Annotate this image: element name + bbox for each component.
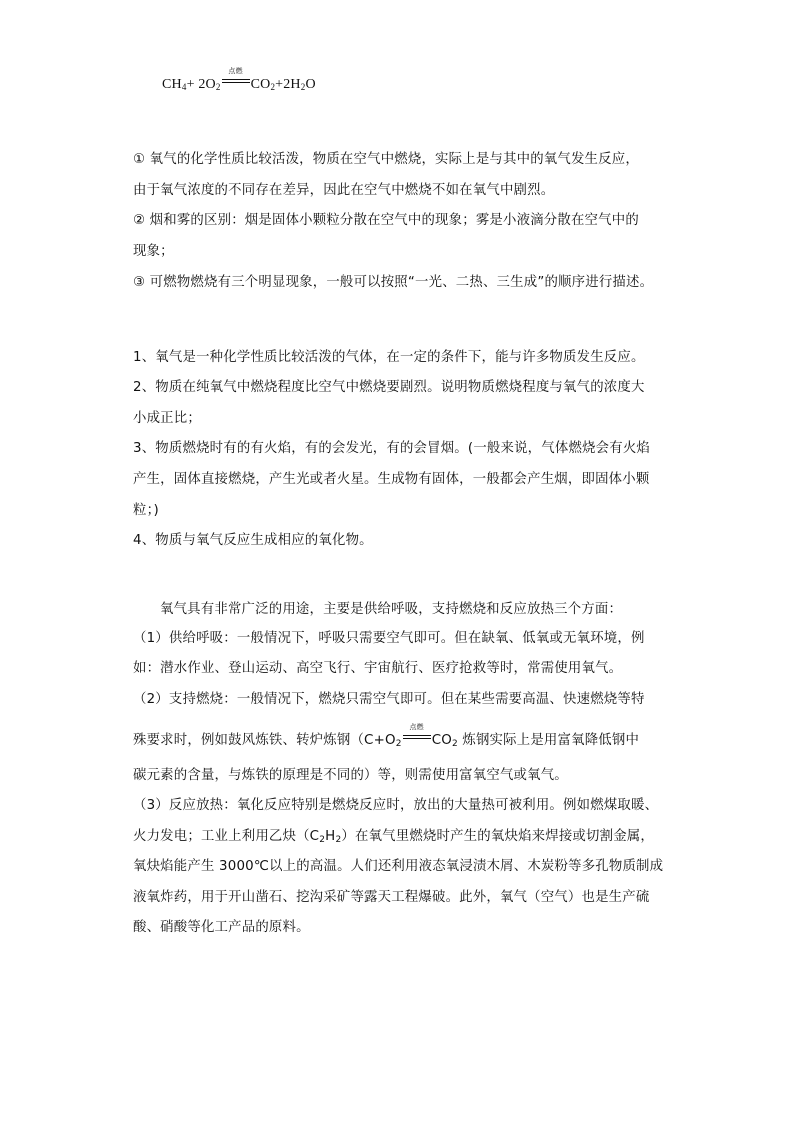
equation-text: CH bbox=[162, 77, 182, 92]
use-3-cont4: 酸、硝酸等化工产品的原料。 bbox=[133, 920, 310, 935]
point-1: 1、氧气是一种化学性质比较活泼的气体，在一定的条件下，能与许多物质发生反应。 bbox=[133, 350, 645, 365]
use-2-text: 炼钢实际上是用富氧降低钢中 bbox=[457, 733, 640, 748]
use-3-text: ）在氧气里燃烧时产生的氧炔焰来焊接或切割金属， bbox=[341, 829, 654, 844]
equation-text: O bbox=[305, 77, 316, 92]
use-3-cont3: 液氧炸药，用于开山凿石、挖沟采矿等露天工程爆破。此外，氧气（空气）也是生产硫 bbox=[133, 890, 650, 905]
reaction-arrow bbox=[402, 723, 432, 746]
uses-intro: 氧气具有非常广泛的用途，主要是供给呼吸，支持燃烧和反应放热三个方面： bbox=[160, 602, 623, 617]
note-2-cont: 现象； bbox=[133, 244, 174, 259]
note-1-cont: 由于氧气浓度的不同存在差异，因此在空气中燃烧不如在氧气中剧烈。 bbox=[133, 183, 555, 198]
point-3: 3、物质燃烧时有的有火焰，有的会发光，有的会冒烟。(一般来说，气体燃烧会有火焰 bbox=[133, 441, 650, 456]
use-2-text: CO bbox=[431, 733, 452, 748]
equation-subscript: 2 bbox=[335, 835, 342, 845]
point-3-cont2: 粒；) bbox=[133, 503, 159, 518]
use-3-text: H bbox=[325, 829, 336, 844]
equation-subscript: 2 bbox=[451, 739, 458, 749]
equation-subscript: 2 bbox=[395, 739, 402, 749]
use-2-cont2: 碳元素的含量，与炼铁的原理是不同的）等，则需使用富氧空气或氧气。 bbox=[133, 768, 568, 783]
use-2-cont bbox=[133, 723, 640, 749]
equation-subscript: 4 bbox=[181, 82, 187, 92]
equation-subscript: 2 bbox=[319, 835, 326, 845]
equation-text: CO bbox=[250, 77, 271, 92]
reaction-condition: 点燃 bbox=[409, 723, 424, 731]
use-2-text: 殊要求时，例如鼓风炼铁、转炉炼钢（C+O bbox=[133, 733, 396, 748]
use-3-text: 火力发电；工业上利用乙炔（C bbox=[133, 829, 320, 844]
equation-text: + 2O bbox=[186, 77, 216, 92]
use-3-cont bbox=[133, 829, 654, 845]
note-1: ① 氧气的化学性质比较活泼，物质在空气中燃烧，实际上是与其中的氧气发生反应， bbox=[133, 152, 639, 167]
note-3: ③ 可燃物燃烧有三个明显现象，一般可以按照“一光、二热、三生成”的顺序进行描述。 bbox=[133, 275, 654, 290]
equation-subscript: 2 bbox=[300, 82, 306, 92]
point-4: 4、物质与氧气反应生成相应的氧化物。 bbox=[133, 533, 373, 548]
use-3-cont2: 氧炔焰能产生 3000℃以上的高温。人们还利用液态氧浸渍木屑、木炭粉等多孔物质制成 bbox=[133, 859, 664, 874]
point-2-cont: 小成正比； bbox=[133, 411, 201, 426]
note-2: ② 烟和雾的区别：烟是固体小颗粒分散在空气中的现象；雾是小液滴分散在空气中的 bbox=[133, 213, 639, 228]
use-1-cont: 如：潜水作业、登山运动、高空飞行、宇宙航行、医疗抢救等时，常需使用氧气。 bbox=[133, 661, 623, 676]
equation-subscript: 2 bbox=[270, 82, 276, 92]
point-3-cont: 产生，固体直接燃烧，产生光或者火星。生成物有固体，一般都会产生烟，即固体小颗 bbox=[133, 472, 650, 487]
equation-subscript: 2 bbox=[215, 82, 221, 92]
use-1: （1）供给呼吸：一般情况下，呼吸只需要空气即可。但在缺氧、低氧或无氧环境，例 bbox=[133, 631, 645, 646]
use-2: （2）支持燃烧：一般情况下，燃烧只需空气即可。但在某些需要高温、快速燃烧等特 bbox=[133, 692, 645, 707]
combustion-equation bbox=[162, 67, 316, 93]
equation-text: +2H bbox=[275, 77, 301, 92]
point-2: 2、物质在纯氧气中燃烧程度比空气中燃烧要剧烈。说明物质燃烧程度与氧气的浓度大 bbox=[133, 380, 645, 395]
reaction-arrow bbox=[221, 67, 251, 90]
reaction-condition: 点燃 bbox=[228, 67, 243, 75]
use-3: （3）反应放热：氧化反应特别是燃烧反应时，放出的大量热可被利用。例如燃煤取暖、 bbox=[133, 798, 659, 813]
